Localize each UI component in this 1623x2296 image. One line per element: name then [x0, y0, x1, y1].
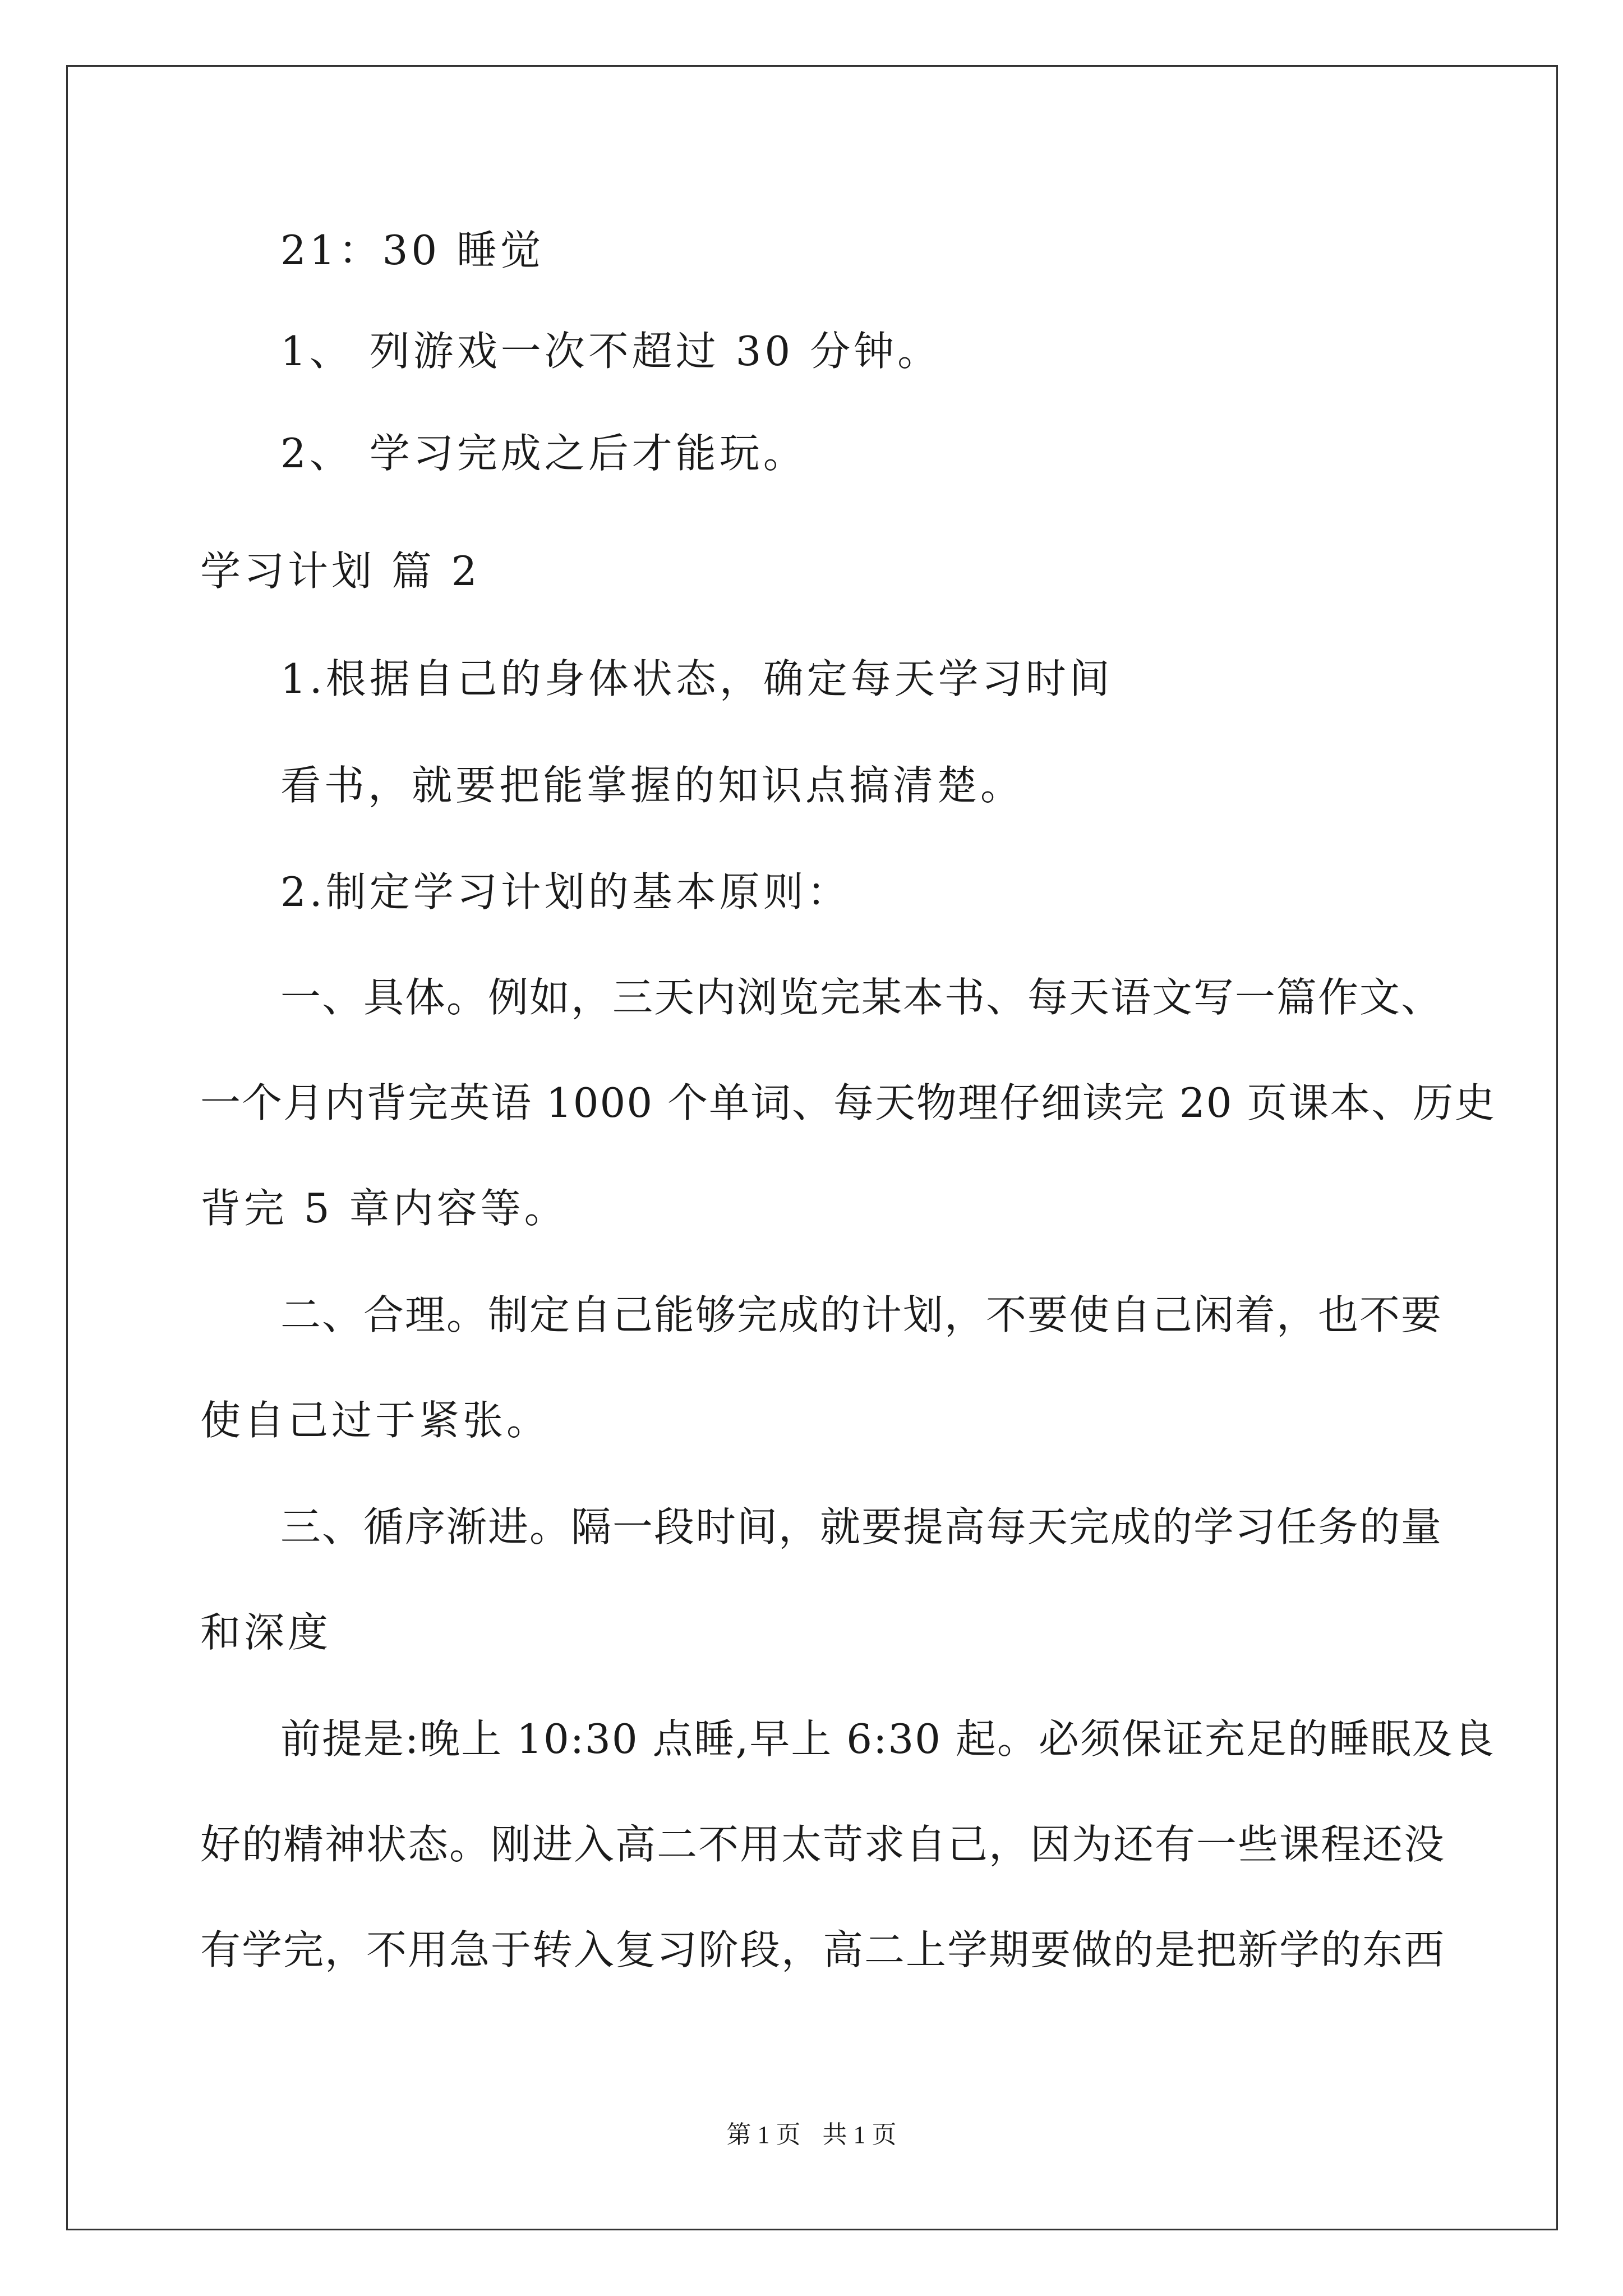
text-line: 2.制定学习计划的基本原则：: [280, 868, 851, 915]
text-line: 好的精神状态。刚进入高二不用太苛求自己，因为还有一些课程还没: [200, 1821, 1446, 1868]
text-line: 背完 5 章内容等。: [200, 1185, 568, 1232]
text-line: 使自己过于紧张。: [200, 1397, 551, 1444]
text-line: 三、循序渐进。隔一段时间，就要提高每天完成的学习任务的量: [280, 1503, 1443, 1550]
text-line: 前提是:晚上 10:30 点睡,早上 6:30 起。必须保证充足的睡眠及良: [280, 1715, 1495, 1763]
text-line: 和深度: [200, 1609, 332, 1656]
page-border: [66, 65, 1558, 2230]
text-line: 21：30 睡觉: [280, 227, 545, 274]
text-line: 看书，就要把能掌握的知识点搞清楚。: [280, 762, 1025, 809]
text-line: 1.根据自己的身体状态，确定每天学习时间: [280, 655, 1113, 702]
text-line: 一、具体。例如，三天内浏览完某本书、每天语文写一篇作文、: [280, 974, 1443, 1021]
section-heading: 学习计划 篇 2: [200, 547, 481, 595]
text-line: 有学完，不用急于转入复习阶段，高二上学期要做的是把新学的东西: [200, 1926, 1446, 1973]
text-line: 1、 列游戏一次不超过 30 分钟。: [280, 328, 942, 375]
page-total: 共 1 页: [822, 2121, 897, 2148]
text-line: 2、 学习完成之后才能玩。: [280, 430, 807, 477]
text-line: 一个月内背完英语 1000 个单词、每天物理仔细读完 20 页课本、历史: [200, 1079, 1496, 1126]
page-footer: [0, 2118, 1623, 2152]
page-number: 第 1 页: [726, 2121, 801, 2148]
text-line: 二、合理。制定自己能够完成的计划，不要使自己闲着，也不要: [280, 1291, 1443, 1338]
